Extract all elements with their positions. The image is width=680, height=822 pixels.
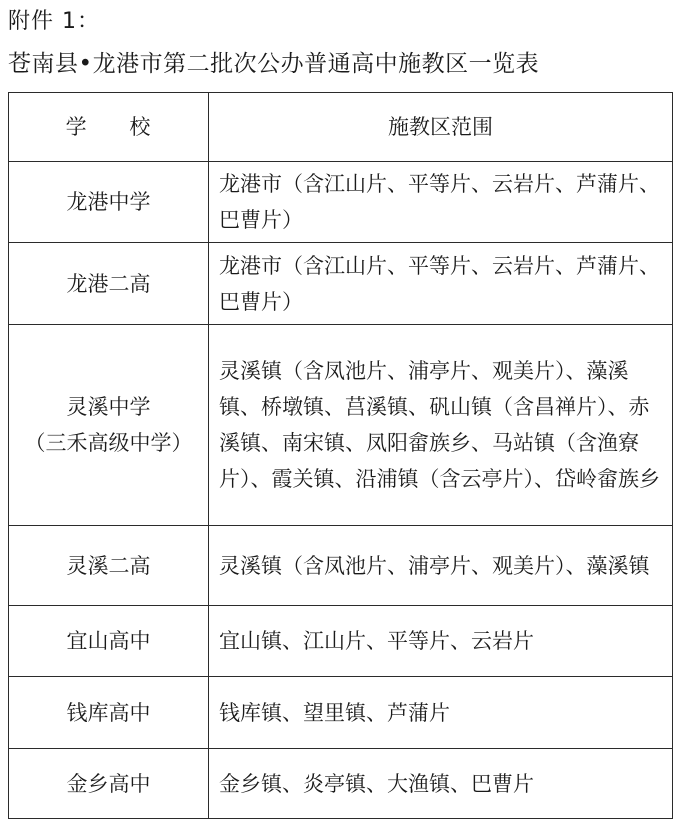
school-name: 灵溪二高	[9, 526, 209, 606]
table-row	[9, 526, 673, 606]
table-row	[9, 325, 673, 526]
document-title: 苍南县•龙港市第二批次公办普通高中施教区一览表	[8, 51, 540, 77]
school-name: 灵溪中学	[66, 395, 151, 419]
district-range: 龙港市（含江山片、平等片、云岩片、芦蒲片、巴曹片）	[209, 243, 673, 325]
district-range: 龙港市（含江山片、平等片、云岩片、芦蒲片、巴曹片）	[209, 162, 673, 243]
school-name: 龙港中学	[9, 162, 209, 243]
school-name-cell	[9, 325, 209, 526]
attachment-label: 附件 1：	[8, 9, 100, 34]
district-range: 钱库镇、望里镇、芦蒲片	[209, 677, 673, 749]
school-district-table	[8, 92, 673, 819]
school-name: 龙港二高	[9, 243, 209, 325]
table-row	[9, 677, 673, 749]
district-range: 金乡镇、炎亭镇、大渔镇、巴曹片	[209, 749, 673, 819]
district-range: 灵溪镇（含凤池片、浦亭片、观美片）、藻溪镇、桥墩镇、莒溪镇、矾山镇（含昌禅片）、赤溪镇、南宋镇、凤阳畲族乡、马站镇（含渔寮片）、霞关镇、沿浦镇（含云亭片）、岱岭畲族乡	[209, 325, 673, 526]
header-school: 学 校	[9, 93, 209, 162]
district-range: 灵溪镇（含凤池片、浦亭片、观美片）、藻溪镇	[209, 526, 673, 606]
table-row	[9, 606, 673, 677]
school-alias: （三禾高级中学）	[24, 431, 193, 455]
table-row	[9, 162, 673, 243]
table-row	[9, 243, 673, 325]
school-name: 钱库高中	[9, 677, 209, 749]
table-row	[9, 749, 673, 819]
header-range: 施教区范围	[209, 93, 673, 162]
district-range: 宜山镇、江山片、平等片、云岩片	[209, 606, 673, 677]
table-header-row	[9, 93, 673, 162]
school-name: 金乡高中	[9, 749, 209, 819]
school-name: 宜山高中	[9, 606, 209, 677]
